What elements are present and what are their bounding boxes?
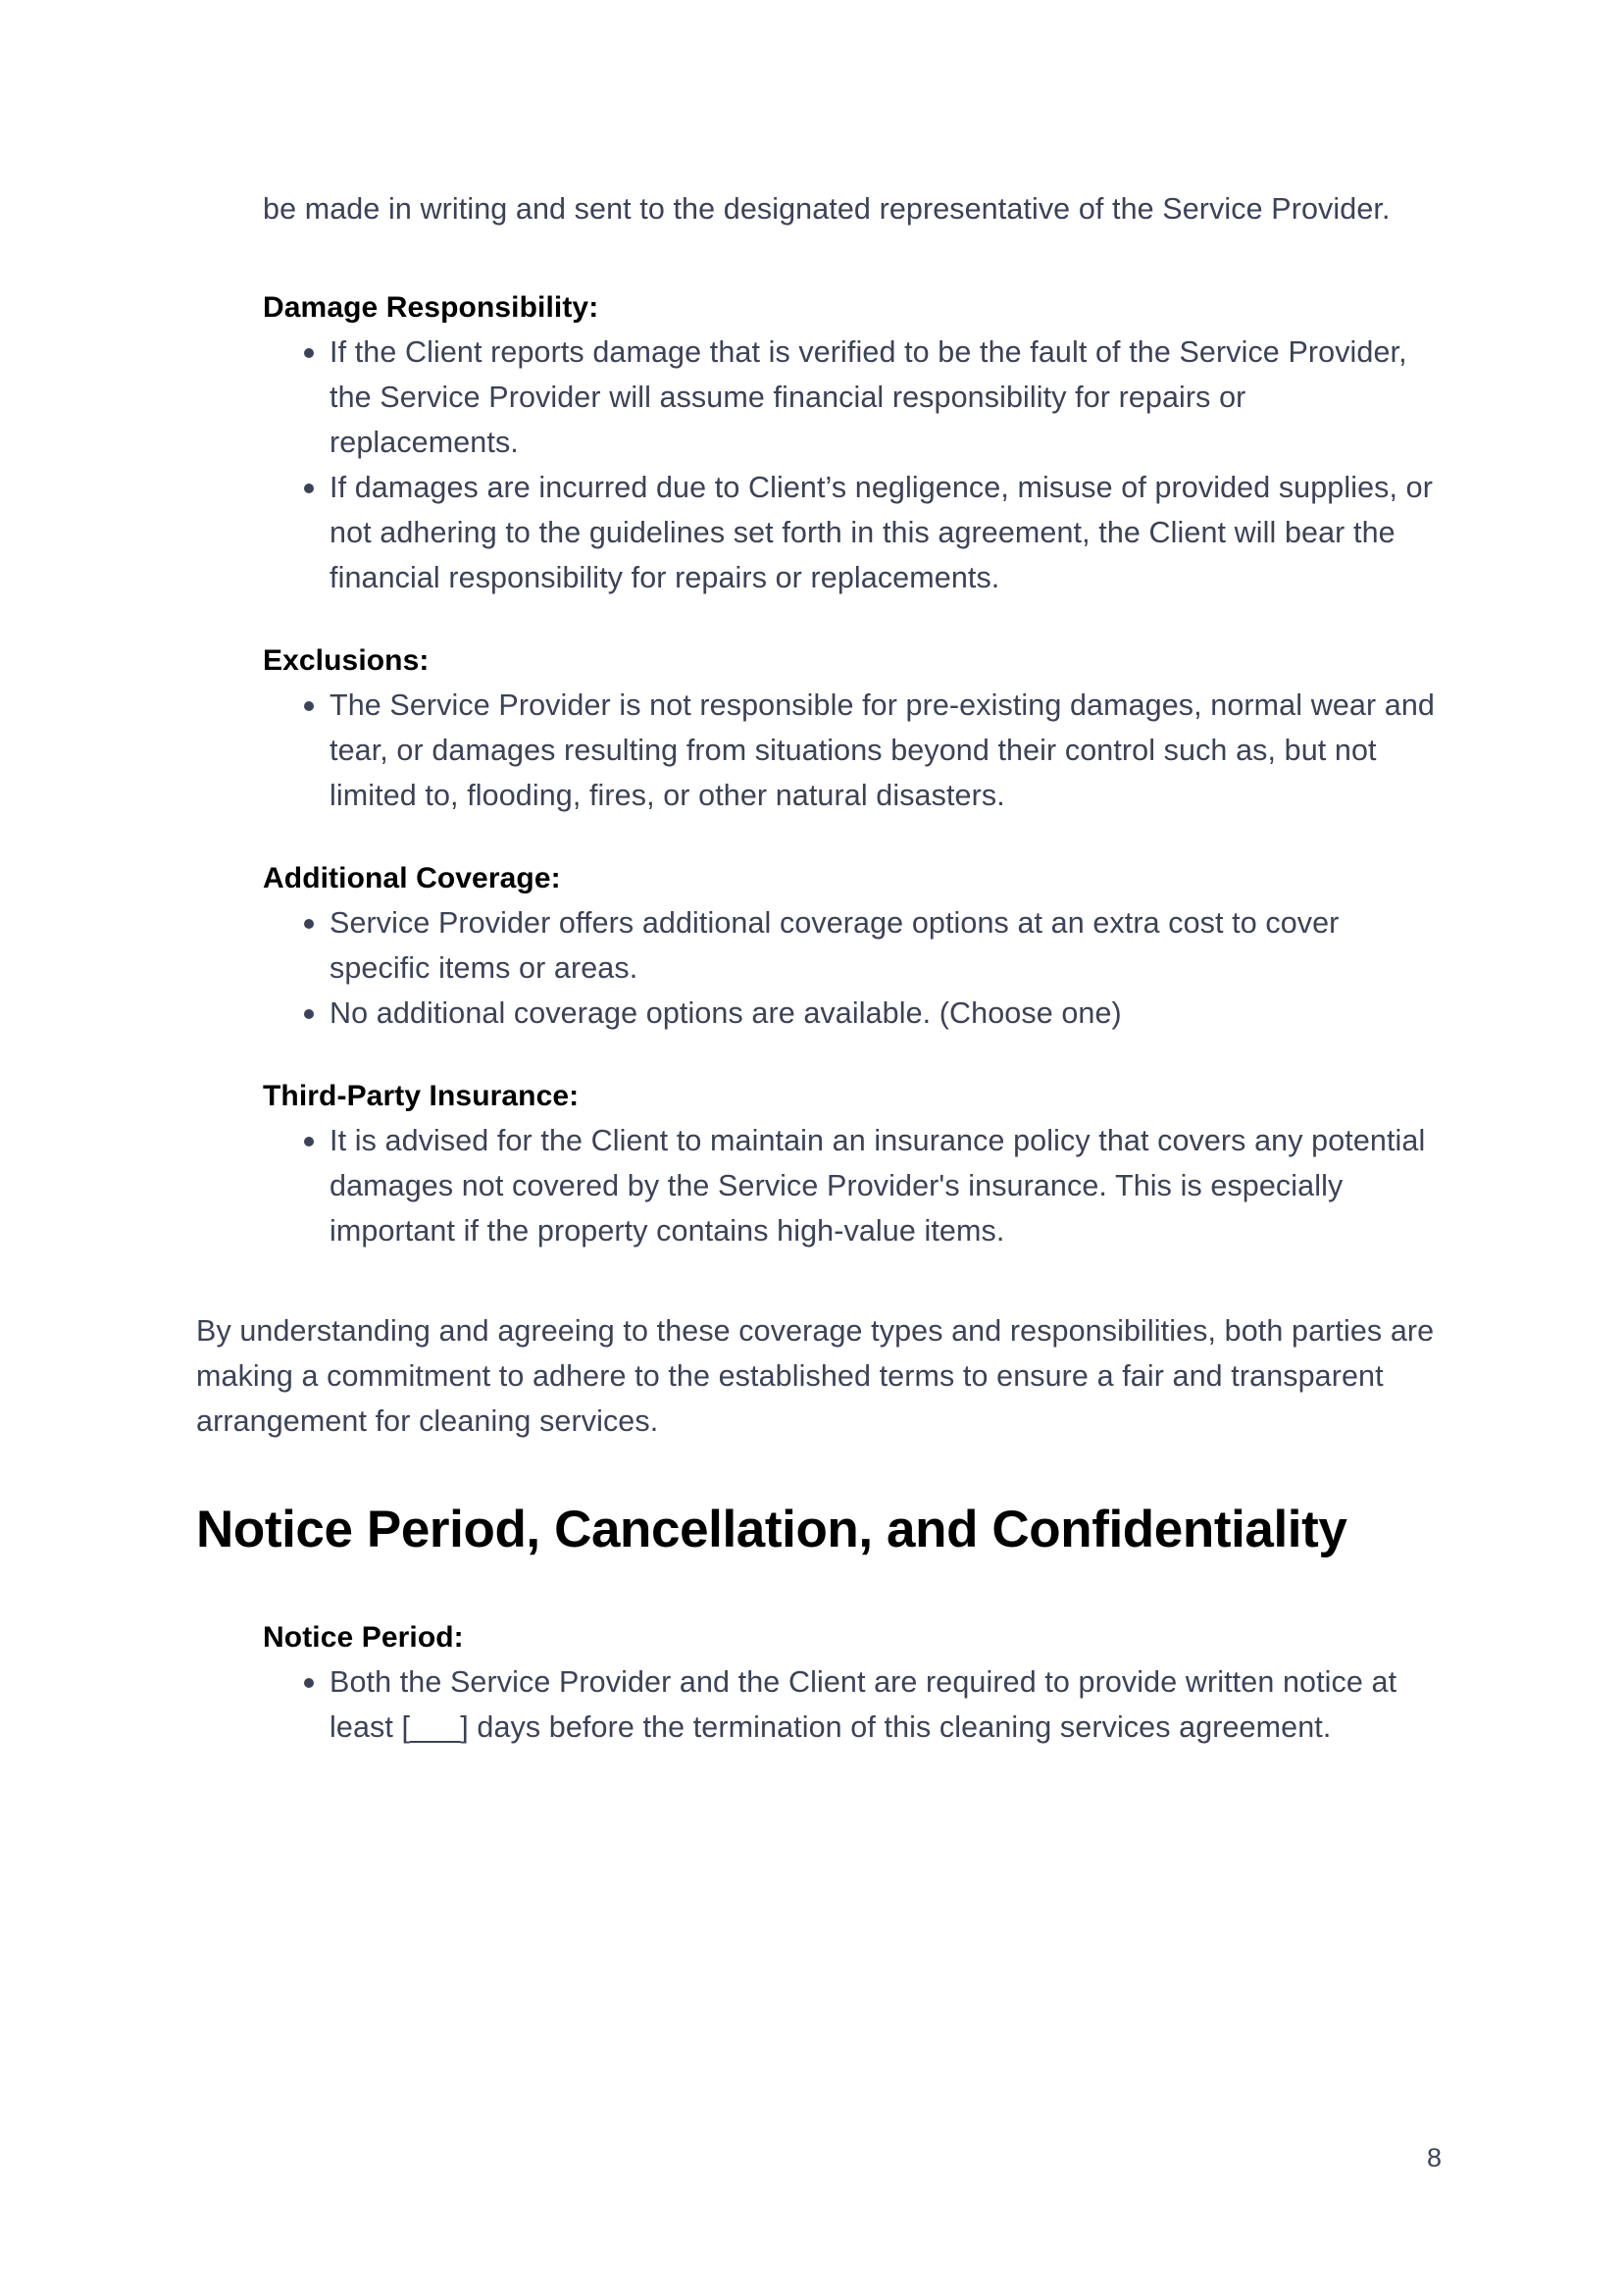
spacer [196,1561,1442,1616]
list-item: The Service Provider is not responsible for pre-existing damages, normal wear and tear, or damages resulting from situations beyond their control such as, but not limited to, flooding, fires, or other natural disasters. [263,683,1442,818]
section-bullet-list [263,683,1442,818]
spacer [196,818,1442,857]
spacer [196,600,1442,639]
section-bullet-list [263,1659,1442,1750]
page-number: 8 [1426,2143,1442,2172]
spacer [196,231,1442,286]
document-content [196,186,1442,1750]
section-third-party-insurance [263,1075,1442,1253]
section-damage-responsibility [263,286,1442,600]
section-heading: Exclusions: [263,644,430,677]
list-item: If damages are incurred due to Client’s negligence, misuse of provided supplies, or not adhering to the guidelines set forth in this agreement, the Client will bear the financial responsibility for repairs or replacements. [263,465,1442,600]
list-item: No additional coverage options are available. (Choose one) [263,991,1442,1036]
closing-paragraph: By understanding and agreeing to these coverage types and responsibilities, both parties are making a commitment to adhere to the established terms to ensure a fair and transparent arrangement for cleaning services. [196,1314,1435,1438]
list-item: Both the Service Provider and the Client are required to provide written notice at least [___] days before the termination of this cleaning services agreement. [263,1659,1442,1750]
section-additional-coverage [263,857,1442,1036]
section-heading: Damage Responsibility: [263,291,599,324]
list-item: If the Client reports damage that is verified to be the fault of the Service Provider, the Service Provider will assume financial responsibility for repairs or replacements. [263,330,1442,465]
list-item: Service Provider offers additional coverage options at an extra cost to cover specific items or areas. [263,900,1442,991]
section-heading: Notice Period: [263,1621,464,1654]
section-heading: Additional Coverage: [263,862,561,894]
section-bullet-list [263,330,1442,600]
spacer [196,1036,1442,1075]
section-bullet-list [263,1118,1442,1253]
section-exclusions [263,639,1442,818]
page-title: Notice Period, Cancellation, and Confidentiality [196,1501,1347,1558]
spacer [196,1253,1442,1308]
continuation-paragraph: be made in writing and sent to the designated representative of the Service Provider. [263,192,1391,226]
continuation-block [263,186,1442,231]
section-heading: Third-Party Insurance: [263,1080,580,1112]
section-bullet-list [263,900,1442,1036]
spacer [196,1444,1442,1499]
section-notice-period [263,1616,1442,1750]
list-item: It is advised for the Client to maintain an insurance policy that covers any potential damages not covered by the Service Provider's insurance. This is especially important if the property contains high-value items. [263,1118,1442,1253]
